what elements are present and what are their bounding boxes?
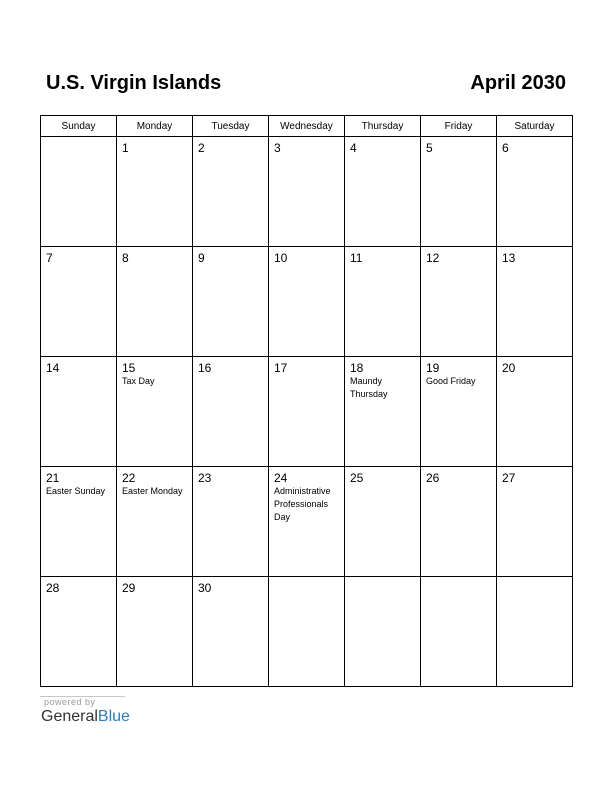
weekday-header: Tuesday: [193, 116, 269, 137]
day-number: 21: [46, 471, 60, 485]
day-number: 2: [198, 141, 205, 155]
day-cell: [269, 137, 345, 247]
day-cell: [421, 467, 497, 577]
day-number: 16: [198, 361, 212, 375]
day-number: 10: [274, 251, 288, 265]
calendar-month-title: April 2030: [470, 72, 566, 94]
holiday-label: Maundy Thursday: [350, 376, 388, 399]
day-number: 27: [502, 471, 516, 485]
day-cell: [193, 467, 269, 577]
day-cell: [269, 357, 345, 467]
day-number: 23: [198, 471, 212, 485]
day-cell: [345, 247, 421, 357]
day-cell: [421, 357, 497, 467]
day-number: [421, 577, 496, 581]
day-cell: [269, 247, 345, 357]
day-cell: [497, 577, 573, 687]
day-number: 11: [350, 251, 363, 265]
day-cell: [497, 137, 573, 247]
day-cell: [193, 137, 269, 247]
day-cell: [117, 137, 193, 247]
day-number: 8: [122, 251, 129, 265]
day-number: 20: [502, 361, 516, 375]
day-number: 5: [426, 141, 433, 155]
day-number: [269, 577, 344, 581]
calendar-grid: [40, 115, 573, 687]
week-row: [41, 577, 573, 687]
day-cell: [117, 247, 193, 357]
day-cell: [41, 247, 117, 357]
day-number: 12: [426, 251, 440, 265]
holiday-label: Administrative Professionals Day: [274, 486, 331, 522]
day-cell: [345, 137, 421, 247]
week-row: [41, 137, 573, 247]
day-number: 15: [122, 361, 136, 375]
day-number: 30: [198, 581, 212, 595]
day-cell: [117, 357, 193, 467]
holiday-label: Good Friday: [426, 376, 476, 386]
holiday-label: Tax Day: [122, 376, 155, 386]
day-number: [41, 137, 116, 141]
day-cell: [193, 247, 269, 357]
day-number: 14: [46, 361, 60, 375]
day-cell: [41, 467, 117, 577]
generalblue-logo[interactable]: [41, 708, 130, 726]
weekday-header-row: [41, 116, 573, 137]
holiday-label: Easter Sunday: [46, 486, 106, 496]
day-cell: [497, 247, 573, 357]
week-row: [41, 357, 573, 467]
day-number: 1: [122, 141, 129, 155]
day-cell: [269, 467, 345, 577]
day-number: [497, 577, 572, 581]
day-number: 13: [502, 251, 516, 265]
calendar-region-title: U.S. Virgin Islands: [46, 72, 222, 94]
day-number: [345, 577, 420, 581]
day-cell: [193, 577, 269, 687]
day-cell: [345, 577, 421, 687]
week-row: [41, 247, 573, 357]
day-cell: [117, 577, 193, 687]
logo-text-blue: Blue: [97, 708, 130, 725]
day-number: 17: [274, 361, 288, 375]
logo-text-general: General: [41, 708, 98, 725]
day-number: 18: [350, 361, 364, 375]
day-number: 28: [46, 581, 60, 595]
weekday-header: Monday: [117, 116, 193, 137]
holiday-label: Easter Monday: [122, 486, 183, 496]
day-cell: [421, 137, 497, 247]
weekday-header: Friday: [421, 116, 497, 137]
day-cell: [41, 577, 117, 687]
day-cell: [193, 357, 269, 467]
day-cell: [41, 137, 117, 247]
day-cell: [497, 357, 573, 467]
day-cell: [117, 467, 193, 577]
weekday-header: Wednesday: [269, 116, 345, 137]
day-number: 29: [122, 581, 136, 595]
day-number: 7: [46, 251, 53, 265]
day-number: 3: [274, 141, 281, 155]
day-cell: [497, 467, 573, 577]
powered-by-label: powered by: [44, 697, 96, 707]
weekday-header: Saturday: [497, 116, 573, 137]
day-cell: [269, 577, 345, 687]
day-number: 19: [426, 361, 440, 375]
week-row: [41, 467, 573, 577]
day-number: 22: [122, 471, 136, 485]
day-number: 6: [502, 141, 509, 155]
day-cell: [421, 577, 497, 687]
day-number: 4: [350, 141, 357, 155]
day-cell: [345, 357, 421, 467]
day-number: 9: [198, 251, 205, 265]
weekday-header: Sunday: [41, 116, 117, 137]
day-number: 24: [274, 471, 288, 485]
weekday-header: Thursday: [345, 116, 421, 137]
day-number: 26: [426, 471, 440, 485]
day-cell: [41, 357, 117, 467]
day-cell: [421, 247, 497, 357]
day-cell: [345, 467, 421, 577]
day-number: 25: [350, 471, 364, 485]
